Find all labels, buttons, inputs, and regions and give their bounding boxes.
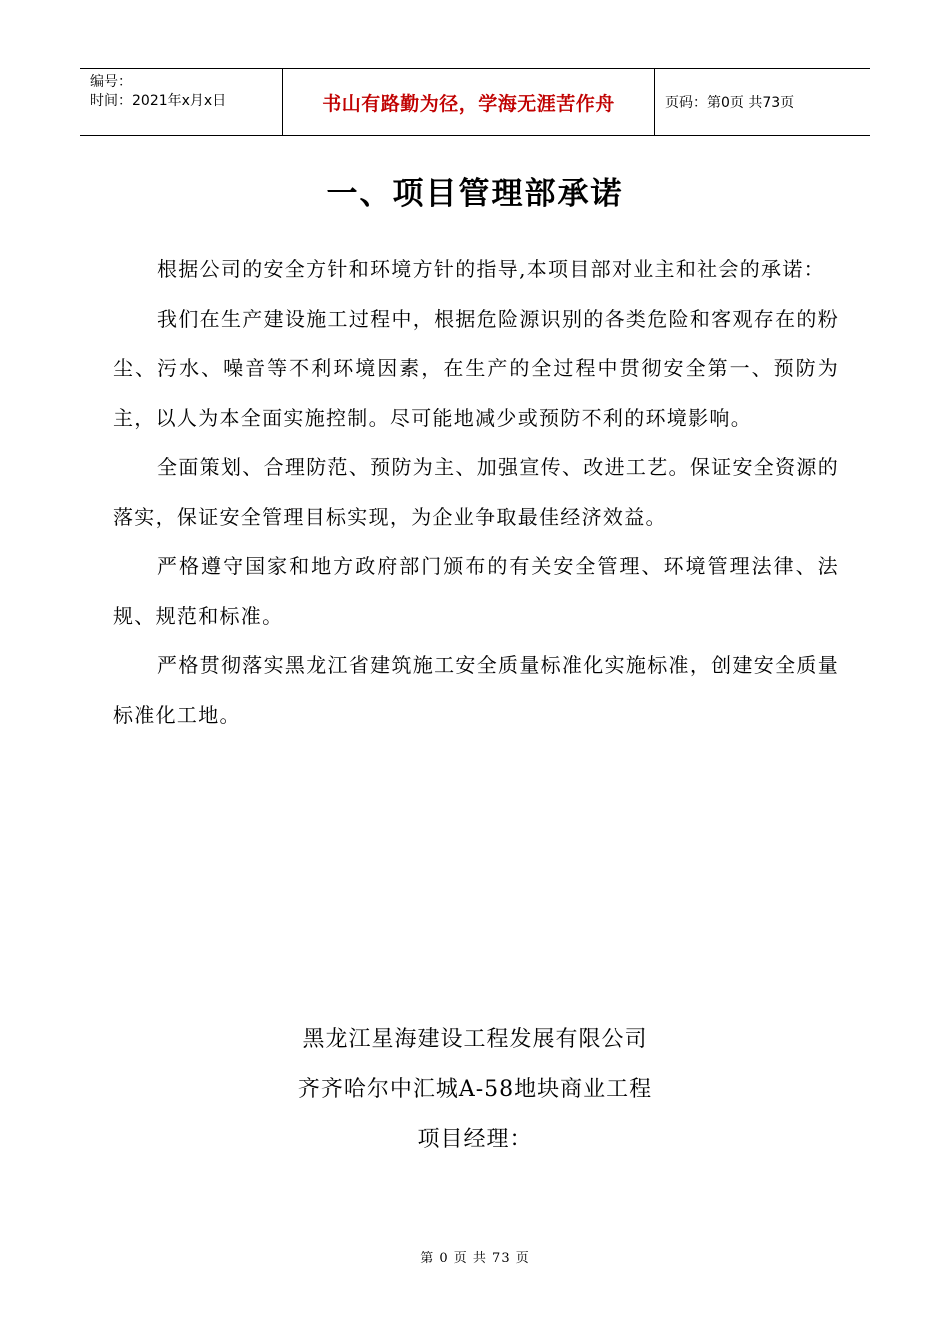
signature-project: 齐齐哈尔中汇城A-58地块商业工程: [297, 1077, 653, 1102]
page-footer: 第 0 页 共 73 页: [420, 1251, 530, 1266]
paragraph: 根据公司的安全方针和环境方针的指导,本项目部对业主和社会的承诺：: [157, 257, 825, 281]
document-date-label: 时间：2021年x月x日: [90, 93, 227, 109]
paragraph: 严格贯彻落实黑龙江省建筑施工安全质量标准化实施标准，创建安全质量标准化工地。: [113, 653, 839, 727]
paragraph: 我们在生产建设施工过程中，根据危险源识别的各类危险和客观存在的粉尘、污水、噪音等不利环境因素，在生产的全过程中贯彻安全第一、预防为主，以人为本全面实施控制。尽可能地减少或预防不利的环境影响。: [113, 306, 839, 430]
paragraph: 严格遵守国家和地方政府部门颁布的有关安全管理、环境管理法律、法规、规范和标准。: [113, 554, 839, 628]
header-meta-cell: [80, 69, 282, 135]
document-body: [113, 245, 839, 740]
signature-company: 黑龙江星海建设工程发展有限公司: [302, 1027, 648, 1052]
header-page-info: 页码：第0页 共73页: [665, 95, 795, 111]
header-table: [80, 68, 870, 136]
paragraph: 全面策划、合理防范、预防为主、加强宣传、改进工艺。保证安全资源的落实，保证安全管理目标实现，为企业争取最佳经济效益。: [113, 455, 839, 529]
document-title: 一、项目管理部承诺: [326, 176, 624, 212]
header-motto-cell: [282, 69, 655, 135]
header-motto: 书山有路勤为径，学海无涯苦作舟: [322, 92, 615, 115]
document-number-label: 编号：: [90, 74, 132, 90]
header-page-cell: [655, 69, 870, 135]
signature-manager-label: 项目经理：: [417, 1127, 533, 1152]
